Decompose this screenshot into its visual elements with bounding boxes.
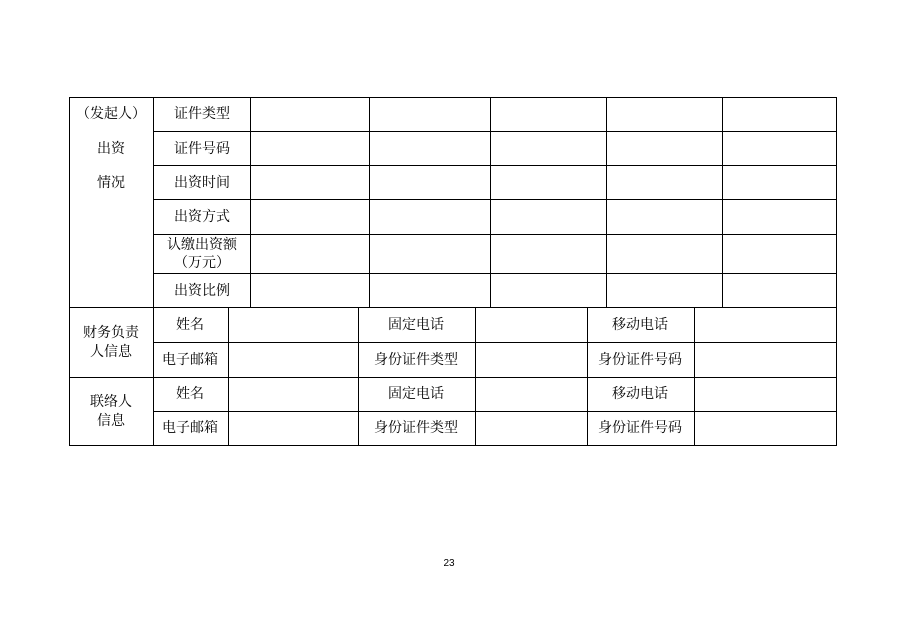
column-divider bbox=[475, 307, 476, 446]
finance-name-label: 姓名 bbox=[176, 317, 204, 333]
row-label-subscribed-amount: 认缴出资额 bbox=[167, 237, 237, 253]
row-label-contribution-ratio: 出资比例 bbox=[174, 283, 230, 299]
row-divider bbox=[153, 273, 837, 274]
finance-label-line1: 财务负责 bbox=[83, 325, 139, 341]
column-divider bbox=[228, 307, 229, 446]
row-label-contribution-method: 出资方式 bbox=[174, 209, 230, 225]
contact-fixed-phone-label: 固定电话 bbox=[388, 386, 444, 402]
investor-label-line3: 情况 bbox=[97, 175, 125, 191]
finance-label-line2: 人信息 bbox=[90, 344, 132, 360]
column-divider bbox=[490, 97, 491, 308]
column-divider bbox=[369, 97, 370, 308]
finance-email-label: 电子邮箱 bbox=[162, 352, 218, 368]
column-divider bbox=[587, 307, 588, 446]
row-label-subscribed-unit: （万元） bbox=[174, 255, 230, 271]
investor-label-line1: （发起人） bbox=[76, 106, 146, 122]
investor-label-line2: 出资 bbox=[97, 141, 125, 157]
row-divider bbox=[153, 411, 837, 412]
row-divider bbox=[153, 165, 837, 166]
row-divider bbox=[153, 234, 837, 235]
contact-mobile-label: 移动电话 bbox=[612, 386, 668, 402]
finance-id-type-label: 身份证件类型 bbox=[374, 352, 458, 368]
page-number: 23 bbox=[443, 558, 455, 569]
row-label-id-number: 证件号码 bbox=[174, 141, 230, 157]
row-label-contribution-time: 出资时间 bbox=[174, 175, 230, 191]
row-divider bbox=[153, 199, 837, 200]
contact-name-label: 姓名 bbox=[176, 386, 204, 402]
contact-email-label: 电子邮箱 bbox=[162, 420, 218, 436]
contact-label-line1: 联络人 bbox=[90, 394, 132, 410]
column-divider bbox=[250, 97, 251, 308]
column-divider bbox=[606, 97, 607, 308]
finance-mobile-label: 移动电话 bbox=[612, 317, 668, 333]
finance-id-number-label: 身份证件号码 bbox=[598, 352, 682, 368]
finance-fixed-phone-label: 固定电话 bbox=[388, 317, 444, 333]
column-divider bbox=[358, 307, 359, 446]
label-column-divider bbox=[153, 97, 154, 446]
table-border-right bbox=[836, 97, 837, 446]
row-divider bbox=[153, 342, 837, 343]
row-label-id-type: 证件类型 bbox=[174, 106, 230, 122]
row-divider bbox=[153, 131, 837, 132]
section-divider bbox=[69, 377, 837, 378]
column-divider bbox=[694, 307, 695, 446]
contact-label-line2: 信息 bbox=[97, 413, 125, 429]
table-border-left bbox=[69, 97, 70, 446]
contact-id-number-label: 身份证件号码 bbox=[598, 420, 682, 436]
contact-id-type-label: 身份证件类型 bbox=[374, 420, 458, 436]
column-divider bbox=[722, 97, 723, 308]
table-border-bottom bbox=[69, 445, 837, 446]
